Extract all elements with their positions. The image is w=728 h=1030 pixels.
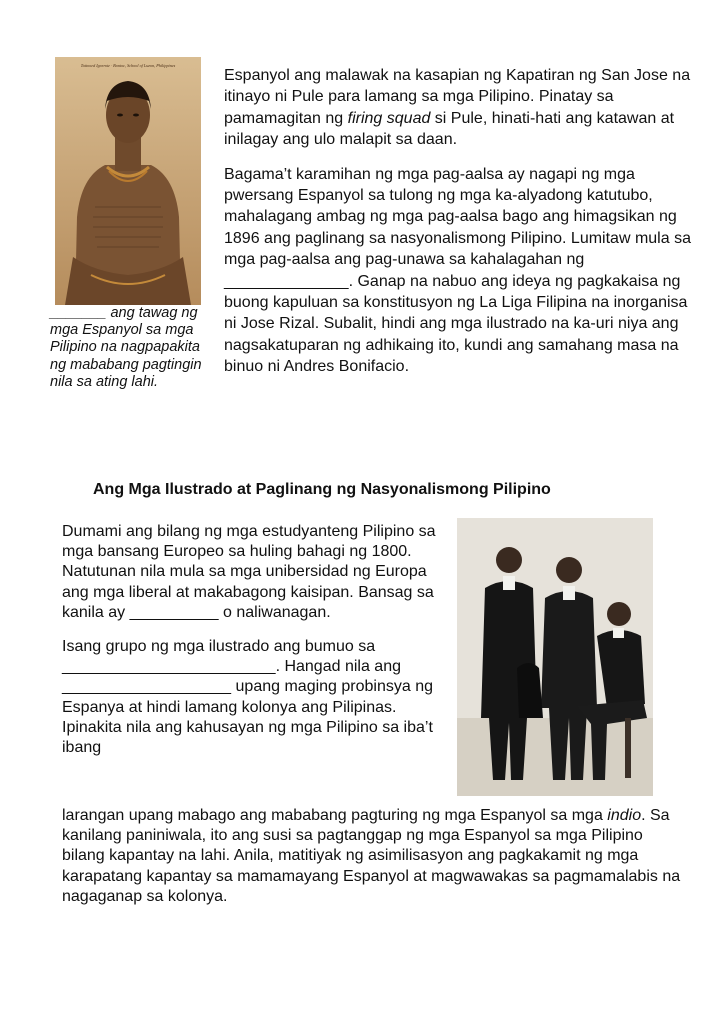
text-segment: upang maging probinsya ng Espanya at hindi lamang kolonya ang Pilipinas. Ipinakita nila ang kahusayan ng mga Pilipino sa iba’t ibang: [62, 678, 433, 757]
italic-term: firing squad: [347, 109, 431, 127]
text-segment: Isang grupo ng mga ilustrado ang bumuo sa: [62, 638, 376, 656]
middle-text-column: [62, 522, 442, 758]
fill-in-blank: __________: [129, 603, 219, 621]
caption-blank: _______: [50, 305, 107, 321]
text-segment: si Pule, hinati-hati ang katawan at inilagay ang ulo malapit sa daan.: [224, 109, 675, 149]
text-segment: . Hangad nila ang: [275, 658, 401, 676]
italic-term: indio: [607, 807, 642, 824]
caption-text: ang tawag ng mga Espanyol sa mga Pilipino na nagpapakita ng mababang pagtingin nila sa ating lahi.: [50, 305, 202, 390]
paragraph-kapatiran: [224, 65, 694, 151]
text-segment: Espanyol ang malawak na kasapian ng Kapatiran ng San Jose na itinayo ni Pule para lamang sa mga Pilipino. Pinatay sa pamamagitan ng: [224, 67, 691, 127]
igorot-man-photo: [55, 57, 201, 305]
text-segment: Dumami ang bilang ng mga estudyanteng Pilipino sa mga bansang Europeo sa huling bahagi ng 1800. Natutunan nila mula sa mga unibersidad ng Europa ang mga liberal at makabagong kaisipan. Bansag sa kanila ay: [62, 523, 436, 621]
ilustrados-photo: [457, 518, 653, 796]
photo-caption: [50, 305, 210, 391]
bottom-text: [62, 806, 682, 907]
fill-in-blank: ______________: [224, 272, 349, 290]
paragraph-asimilisasyon: [62, 806, 682, 907]
section-heading: Ang Mga Ilustrado at Paglinang ng Nasyonalismong Pilipino: [93, 481, 551, 498]
text-segment: . Ganap na nabuo ang ideya ng pagkakaisa ng buong kapuluan sa konstitusyon ng La Liga Filipina na inorganisa ni Jose Rizal. Subalit, hindi ang mga ilustrado na ka-uri niya ang nagsakatuparan ng adhikaing ito, kundi ang samahang masa na binuo ni Andres Bonifacio.: [224, 272, 688, 376]
paragraph-estudyante: [62, 522, 442, 623]
fill-in-blank: ___________________: [62, 678, 232, 696]
top-text-column: [224, 65, 694, 378]
photo-header-text: Tattooed Igorrote · Bontoc, School of Luzon, Philippines: [80, 63, 176, 68]
paragraph-grupo: [62, 637, 442, 758]
paragraph-pag-aalsa: [224, 164, 694, 378]
text-segment: larangan upang mabago ang mababang pagturing ng mga Espanyol sa mga: [62, 807, 608, 824]
text-segment: o naliwanagan.: [218, 603, 331, 621]
fill-in-blank: ________________________: [62, 658, 276, 676]
text-segment: Bagama’t karamihan ng mga pag-aalsa ay nagapi ng mga pwersang Espanyol sa tulong ng mga ka-alyadong katutubo, mahalagang ambag ng mga pag-aalsa bago ang himagsikan ng 1896 ang paglinang sa nasyonalismong Pilipino. Lumitaw mula sa mga pag-aalsa ang pag-unawa sa kahalagahan ng: [224, 165, 691, 269]
text-segment: . Sa kanilang paniniwala, ito ang susi sa pagtanggap ng mga Espanyol sa mga Pilipino bilang kapantay na lahi. Anila, matitiyak ng asimilisasyon ang pagkakamit ng mga karapatang kapantay sa mamamayang Espanyol at magwawakas sa pagmamalabis na nagaganap sa kolonya.: [62, 807, 681, 905]
